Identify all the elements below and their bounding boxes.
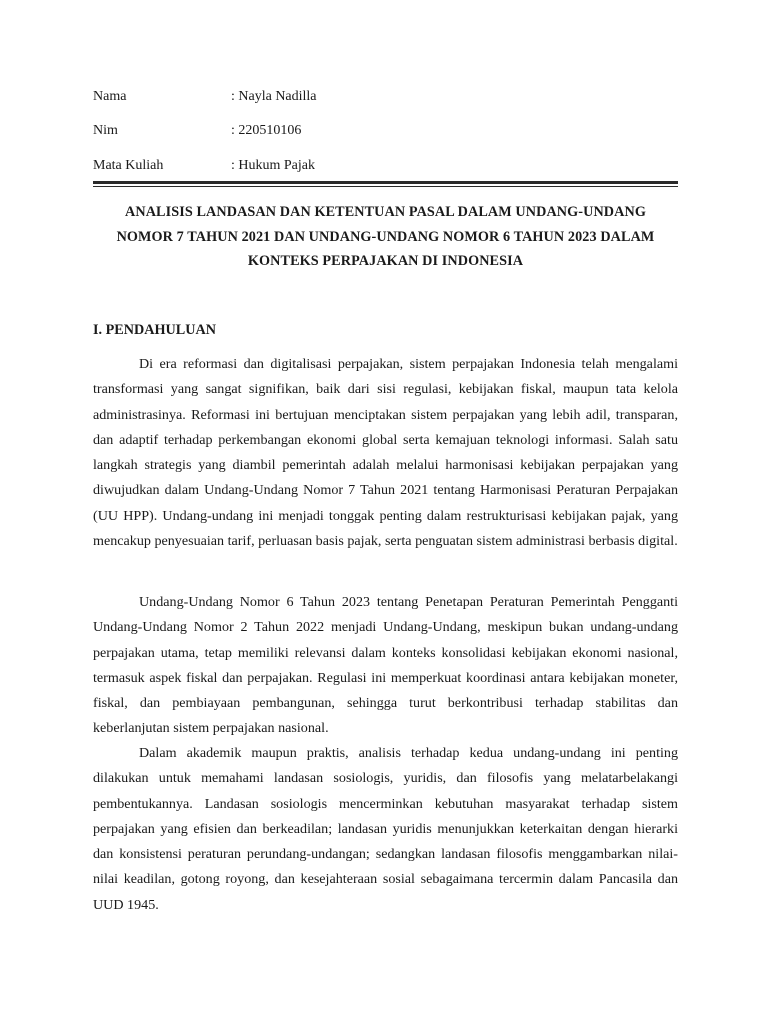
student-id-value: : 220510106	[231, 123, 302, 138]
title-line-2: NOMOR 7 TAHUN 2021 DAN UNDANG-UNDANG NOMOR 6 TAHUN 2023 DALAM	[116, 228, 655, 245]
document-title	[93, 200, 678, 274]
section-heading: I. PENDAHULUAN	[93, 322, 216, 338]
title-line-3: KONTEKS PERPAJAKAN DI INDONESIA	[247, 253, 524, 269]
header-divider	[93, 181, 678, 187]
student-id-label: Nim	[93, 123, 118, 138]
paragraph-2: Undang-Undang Nomor 6 Tahun 2023 tentang Penetapan Peraturan Pemerintah Pengganti Undang-Undang Nomor 2 Tahun 2022 menjadi Undang-Undang, meskipun bukan undang-undang perpajakan utama, tetap memiliki relevansi dalam konteks konsolidasi kebijakan ekonomi nasional, termasuk aspek fiskal dan perpajakan. Regulasi ini memperkuat koordinasi antara kebijakan moneter, fiskal, dan pembiayaan pembangunan, sehingga turut berkontribusi terhadap stabilitas dan keberlanjutan sistem perpajakan nasional.	[93, 594, 678, 737]
course-value: : Hukum Pajak	[231, 158, 315, 173]
title-line-1: ANALISIS LANDASAN DAN KETENTUAN PASAL DALAM UNDANG-UNDANG	[125, 204, 646, 220]
name-value: : Nayla Nadilla	[231, 89, 317, 104]
paragraph-3: Dalam akademik maupun praktis, analisis terhadap kedua undang-undang ini penting dilakukan untuk memahami landasan sosiologis, yuridis, dan filosofis yang melatarbelakangi pembentukannya. Landasan sosiologis mencerminkan kebutuhan masyarakat terhadap sistem perpajakan yang efisien dan berkeadilan; landasan yuridis menunjukkan keterkaitan dengan hierarki dan konsistensi peraturan perundang-undangan; sedangkan landasan filosofis menggambarkan nilai-nilai keadilan, gotong royong, dan kesejahteraan sosial sebagaimana tercermin dalam Pancasila dan UUD 1945.	[93, 745, 678, 913]
paragraph-1: Di era reformasi dan digitalisasi perpajakan, sistem perpajakan Indonesia telah mengalami transformasi yang sangat signifikan, baik dari sisi regulasi, kebijakan fiskal, maupun tata kelola administrasinya. Reformasi ini bertujuan menciptakan sistem perpajakan yang lebih adil, transparan, dan adaptif terhadap perkembangan ekonomi global serta kemajuan teknologi informasi. Salah satu langkah strategis yang diambil pemerintah adalah melalui harmonisasi kebijakan perpajakan yang diwujudkan dalam Undang-Undang Nomor 7 Tahun 2021 tentang Harmonisasi Peraturan Perpajakan (UU HPP). Undang-undang ini menjadi tonggak penting dalam restrukturisasi kebijakan pajak, yang mencakup penyesuaian tarif, perluasan basis pajak, serta penguatan sistem administrasi berbasis digital.	[93, 356, 678, 550]
name-label: Nama	[93, 89, 127, 104]
course-label: Mata Kuliah	[93, 158, 164, 173]
